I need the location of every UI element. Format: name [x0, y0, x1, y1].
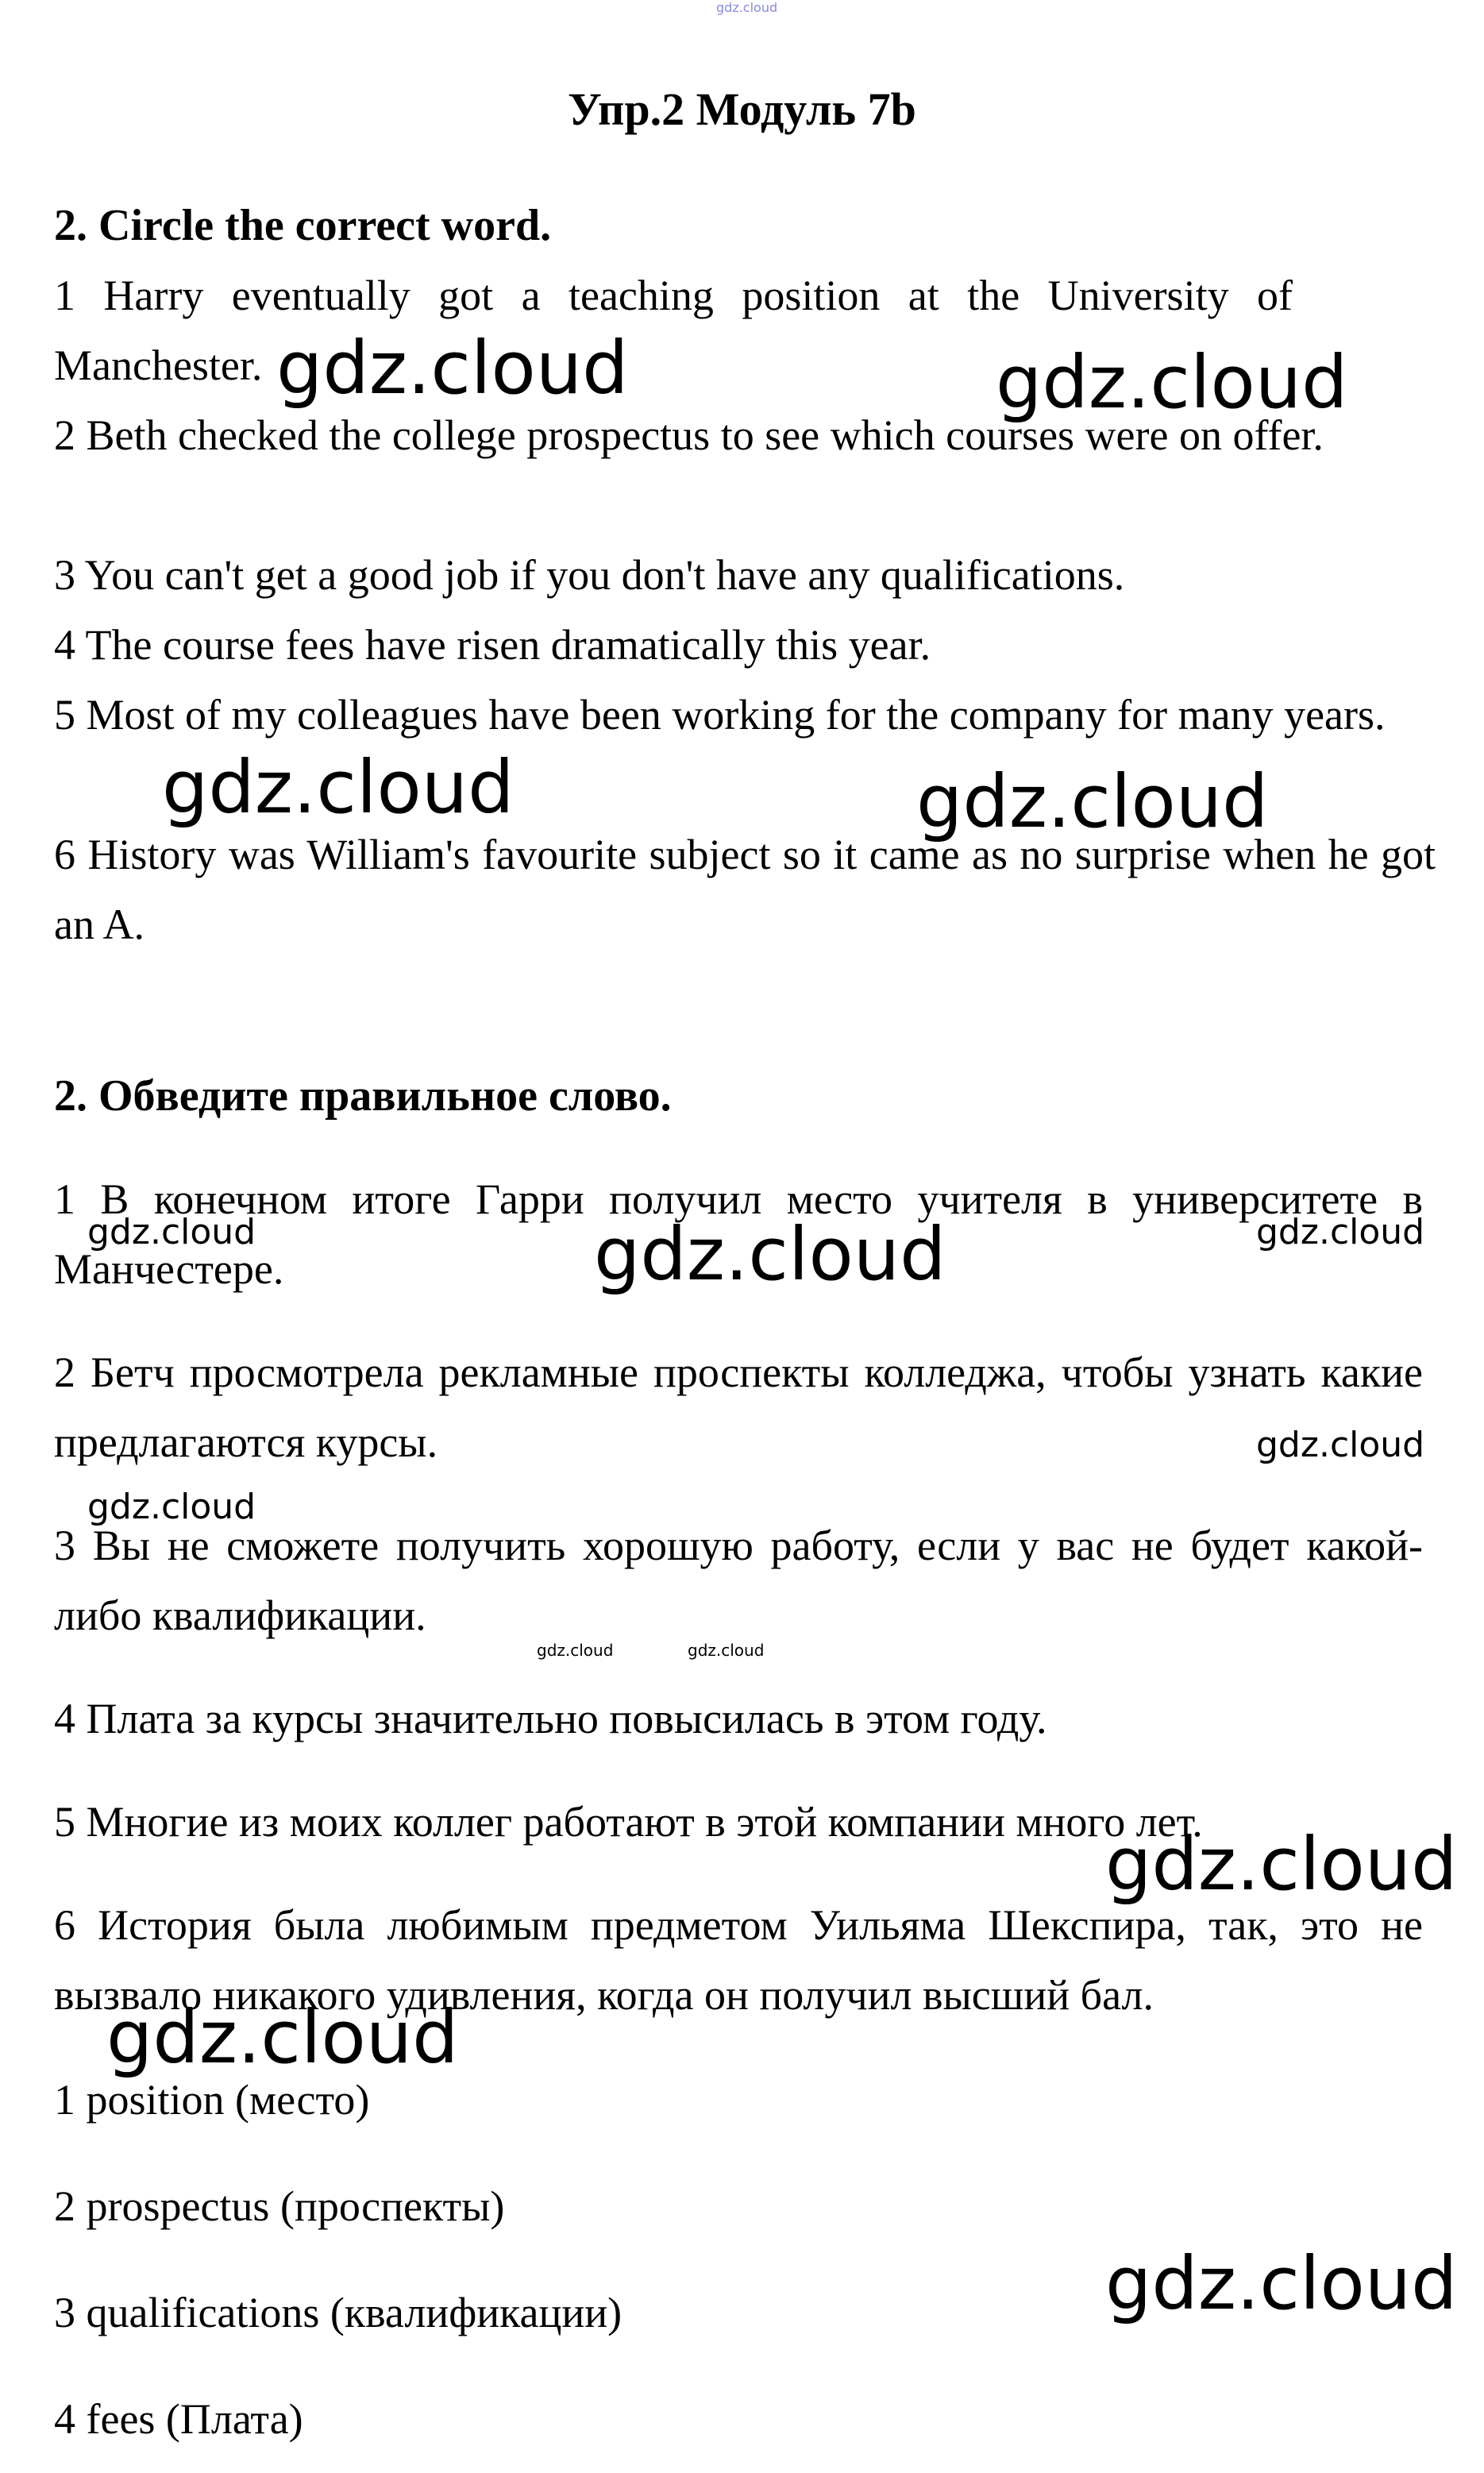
watermark: gdz.cloud	[87, 1212, 256, 1252]
answer-item-3: 3 qualifications (квалификации)	[54, 2289, 623, 2336]
russian-item-3: 3 Вы не сможете получить хорошую работу, если у вас не будет какой-либо квалификации.	[54, 1522, 1423, 1639]
watermark: gdz.cloud	[87, 1487, 256, 1527]
answer-item-2: 2 prospectus (проспекты)	[54, 2182, 505, 2230]
english-item-4: 4 The course fees have risen dramatically this year.	[54, 621, 931, 669]
russian-item-5: 5 Многие из моих коллег работают в этой компании много лет.	[54, 1798, 1203, 1846]
russian-item-6: 6 История была любимым предметом Уильяма Шекспира, так, это не вызвало никакого удивления, когда он получил высший бал.	[54, 1901, 1423, 2019]
russian-heading: 2. Обведите правильное слово.	[54, 1071, 672, 1121]
english-item-6: 6 History was William's favourite subject so it came as no surprise when he got an A.	[54, 831, 1436, 948]
russian-item-4: 4 Плата за курсы значительно повысилась в этом году.	[54, 1695, 1047, 1742]
watermark: gdz.cloud	[537, 1641, 614, 1660]
english-item-2: 2 Beth checked the college prospectus to see which courses were on offer.	[54, 411, 1324, 459]
watermark: gdz.cloud	[276, 326, 629, 411]
russian-item-2: 2 Бетч просмотрела рекламные проспекты колледжа, чтобы узнать какие предлагаются курсы.	[54, 1348, 1423, 1466]
watermark: gdz.cloud	[916, 759, 1269, 844]
english-item-5: 5 Most of my colleagues have been working for the company for many years.	[54, 691, 1386, 739]
english-item-3: 3 You can't get a good job if you don't have any qualifications.	[54, 551, 1125, 599]
watermark: gdz.cloud	[594, 1212, 946, 1297]
watermark: gdz.cloud	[996, 340, 1348, 425]
watermark: gdz.cloud	[1105, 2241, 1458, 2326]
page-title: Упр.2 Модуль 7b	[568, 83, 916, 135]
english-heading: 2. Circle the correct word.	[54, 201, 552, 250]
answer-item-4: 4 fees (Плата)	[54, 2395, 303, 2443]
watermark: gdz.cloud	[1256, 1425, 1425, 1465]
watermark: gdz.cloud	[688, 1641, 765, 1660]
english-item-1: 1 Harry eventually got a teaching position at the University of Manchester.	[54, 272, 1293, 389]
watermark: gdz.cloud	[162, 745, 515, 830]
watermark-top: gdz.cloud	[716, 0, 778, 15]
watermark: gdz.cloud	[106, 1995, 459, 2080]
watermark: gdz.cloud	[1256, 1212, 1425, 1252]
watermark: gdz.cloud	[1105, 1822, 1458, 1907]
answer-item-1: 1 position (место)	[54, 2076, 370, 2124]
russian-item-1: 1 В конечном итоге Гарри получил место учителя в университете в Манчестере.	[54, 1175, 1423, 1293]
